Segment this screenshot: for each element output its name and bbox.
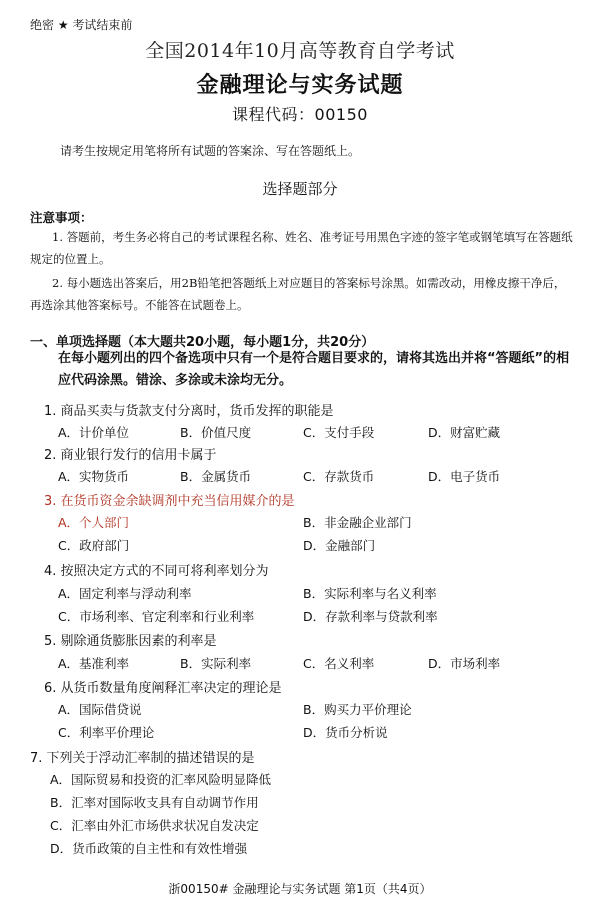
question-stem: 4. 按照决定方式的不同可将利率划分为	[44, 564, 269, 579]
notes-title: 注意事项：	[30, 210, 93, 225]
question-option: B．金属货币	[180, 469, 252, 484]
question-option: A．个人部门	[58, 515, 130, 530]
question-option: A．基准利率	[58, 656, 130, 671]
question-option: C．存款货币	[303, 469, 375, 484]
question-option: B．实际利率与名义利率	[303, 586, 437, 601]
question-option: B．实际利率	[180, 656, 252, 671]
question-option: C．政府部门	[58, 538, 130, 553]
question-option: A．国际借贷说	[58, 702, 142, 717]
question-option: C．市场利率、官定利率和行业利率	[58, 609, 255, 624]
question-option: B．价值尺度	[180, 425, 252, 440]
answer-instruction: 请考生按规定用笔将所有试题的答案涂、写在答题纸上。	[60, 144, 361, 158]
question-option: A．固定利率与浮动利率	[58, 586, 192, 601]
question-option: D．财富贮藏	[428, 425, 501, 440]
paper-title: 金融理论与实务试题	[196, 73, 404, 98]
question-option: A．计价单位	[58, 425, 130, 440]
section-title: 选择题部分	[262, 180, 338, 198]
question-option: B．非金融企业部门	[303, 515, 412, 530]
note-item: 1. 答题前，考生务必将自己的考试课程名称、姓名、准考证号用黑色字迹的签字笔或钢笔填写在答题纸规定的位置上。	[30, 230, 573, 266]
question-option: B．购买力平价理论	[303, 702, 412, 717]
question-stem: 7. 下列关于浮动汇率制的描述错误的是	[30, 751, 255, 766]
part-title: 一、单项选择题（本大题共20小题，每小题1分，共20分）	[30, 335, 375, 350]
question-option: D．市场利率	[428, 656, 501, 671]
question-option: D．货币政策的自主性和有效性增强	[50, 841, 248, 856]
question-stem: 1. 商品买卖与货款支付分离时，货币发挥的职能是	[44, 404, 334, 419]
question-stem: 5. 剔除通货膨胀因素的利率是	[44, 634, 217, 649]
question-option: D．存款利率与贷款利率	[303, 609, 438, 624]
question-option: D．金融部门	[303, 538, 376, 553]
question-option: C．汇率由外汇市场供求状况自发决定	[50, 818, 259, 833]
question-option: A．国际贸易和投资的汇率风险明显降低	[50, 772, 272, 787]
part-description: 在每小题列出的四个备选项中只有一个是符合题目要求的，请将其选出并将“答题纸”的相应代码涂黑。错涂、多涂或未涂均无分。	[58, 351, 570, 388]
page-footer: 浙00150# 金融理论与实务试题 第1页（共4页）	[168, 882, 432, 896]
question-option: B．汇率对国际收支具有自动调节作用	[50, 795, 259, 810]
question-option: C．利率平价理论	[58, 725, 155, 740]
question-stem: 2. 商业银行发行的信用卡属于	[44, 448, 217, 463]
question-option: A．实物货币	[58, 469, 130, 484]
exam-title: 全国2014年10月高等教育自学考试	[145, 40, 455, 62]
confidential-label: 绝密 ★ 考试结束前	[30, 18, 133, 32]
question-stem: 3. 在货币资金余缺调剂中充当信用媒介的是	[44, 494, 295, 509]
question-option: C．名义利率	[303, 656, 375, 671]
question-option: D．货币分析说	[303, 725, 388, 740]
note-item: 2. 每小题选出答案后，用2B铅笔把答题纸上对应题目的答案标号涂黑。如需改动，用橡皮擦干净后，再选涂其他答案标号。不能答在试题卷上。	[30, 276, 566, 312]
question-option: D．电子货币	[428, 469, 501, 484]
question-stem: 6. 从货币数量角度阐释汇率决定的理论是	[44, 681, 282, 696]
course-code: 课程代码：00150	[232, 105, 368, 124]
question-option: C．支付手段	[303, 425, 375, 440]
